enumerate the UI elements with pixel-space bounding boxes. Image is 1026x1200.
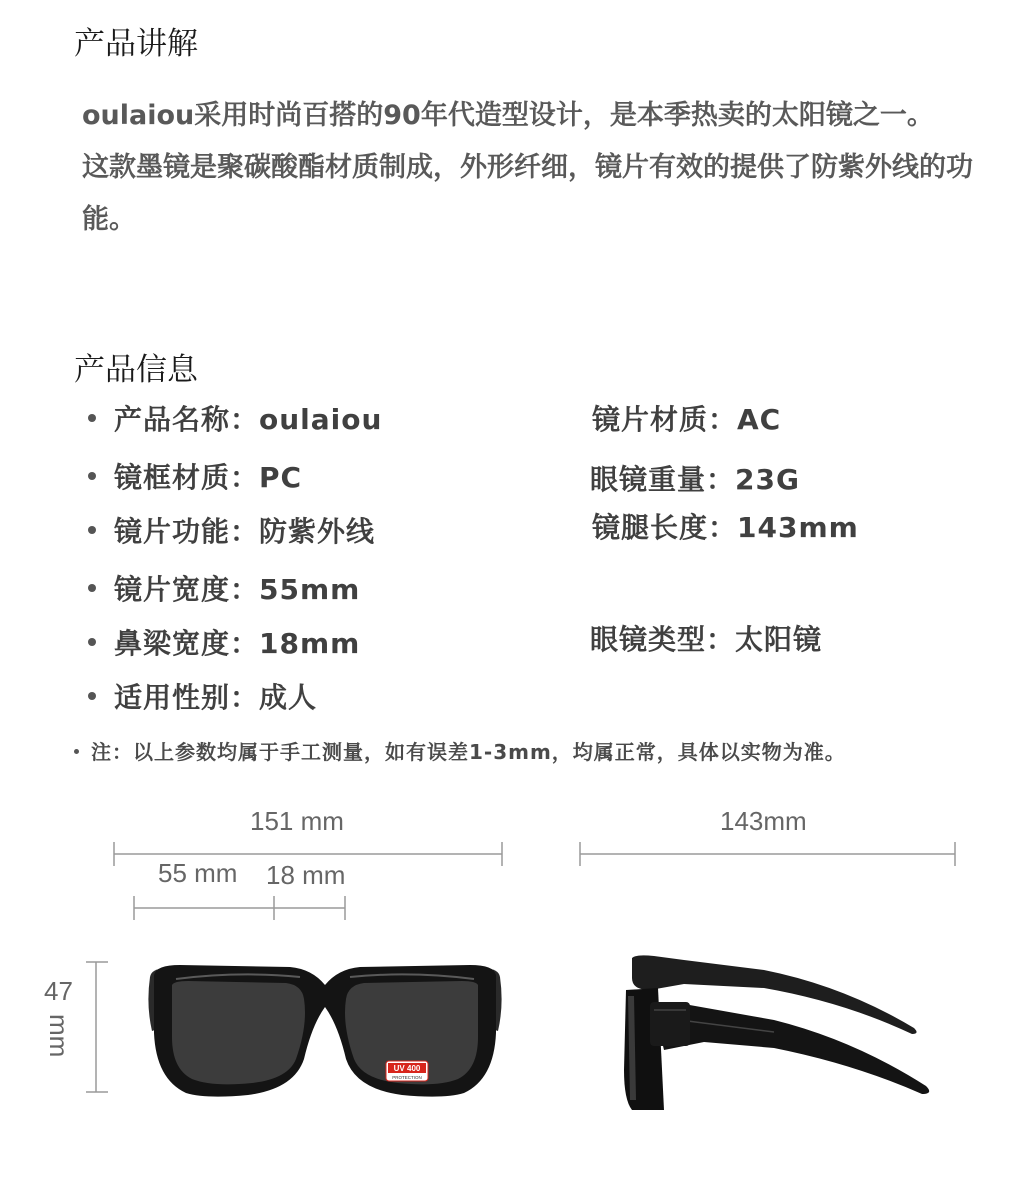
dim-line-lens-bridge xyxy=(134,896,345,920)
glasses-front-image xyxy=(140,955,510,1105)
info-item-lens-function: 镜片功能：防紫外线 xyxy=(88,510,375,550)
intro-paragraph-2: 这款墨镜是聚碳酸酯材质制成，外形纤细，镜片有效的提供了防紫外线的功能。 xyxy=(82,152,973,235)
glasses-side-image xyxy=(614,950,944,1115)
info-item-bridge-width: 鼻梁宽度：18mm xyxy=(88,622,360,662)
dim-temple-length: 143mm xyxy=(720,806,807,836)
info-item-weight: 眼镜重量：23G xyxy=(590,463,800,496)
intro-paragraph-1: oulaiou采用时尚百搭的90年代造型设计，是本季热卖的太阳镜之一。 xyxy=(82,100,934,131)
uv-badge-sub: PROTECTION xyxy=(392,1075,422,1080)
info-item-temple-length: 镜腿长度：143mm xyxy=(592,511,859,544)
section-title-explain: 产品讲解 xyxy=(74,26,198,62)
measurement-note: 注：以上参数均属于手工测量，如有误差1-3mm，均属正常，具体以实物为准。 xyxy=(74,736,846,765)
info-item-frame-material: 镜框材质：PC xyxy=(88,456,302,496)
dim-lens-width: 55 mm xyxy=(158,858,238,888)
info-item-type: 眼镜类型：太阳镜 xyxy=(590,623,823,656)
info-item-gender: 适用性别：成人 xyxy=(88,676,317,716)
dim-height-value: 47 xyxy=(44,976,73,1006)
section-title-info: 产品信息 xyxy=(74,352,198,388)
dim-line-total-width xyxy=(114,842,502,866)
dim-total-width: 151 mm xyxy=(250,806,344,836)
info-item-product-name: 产品名称：oulaiou xyxy=(88,398,382,438)
dim-line-height xyxy=(86,962,108,1092)
dim-bridge-width: 18 mm xyxy=(266,860,346,890)
dim-height-unit: mm xyxy=(44,1014,74,1058)
info-item-lens-width: 镜片宽度：55mm xyxy=(88,568,360,608)
uv-badge-label: UV 400 xyxy=(393,1064,421,1073)
dim-line-temple-length xyxy=(580,842,955,866)
info-item-lens-material: 镜片材质：AC xyxy=(592,403,782,436)
